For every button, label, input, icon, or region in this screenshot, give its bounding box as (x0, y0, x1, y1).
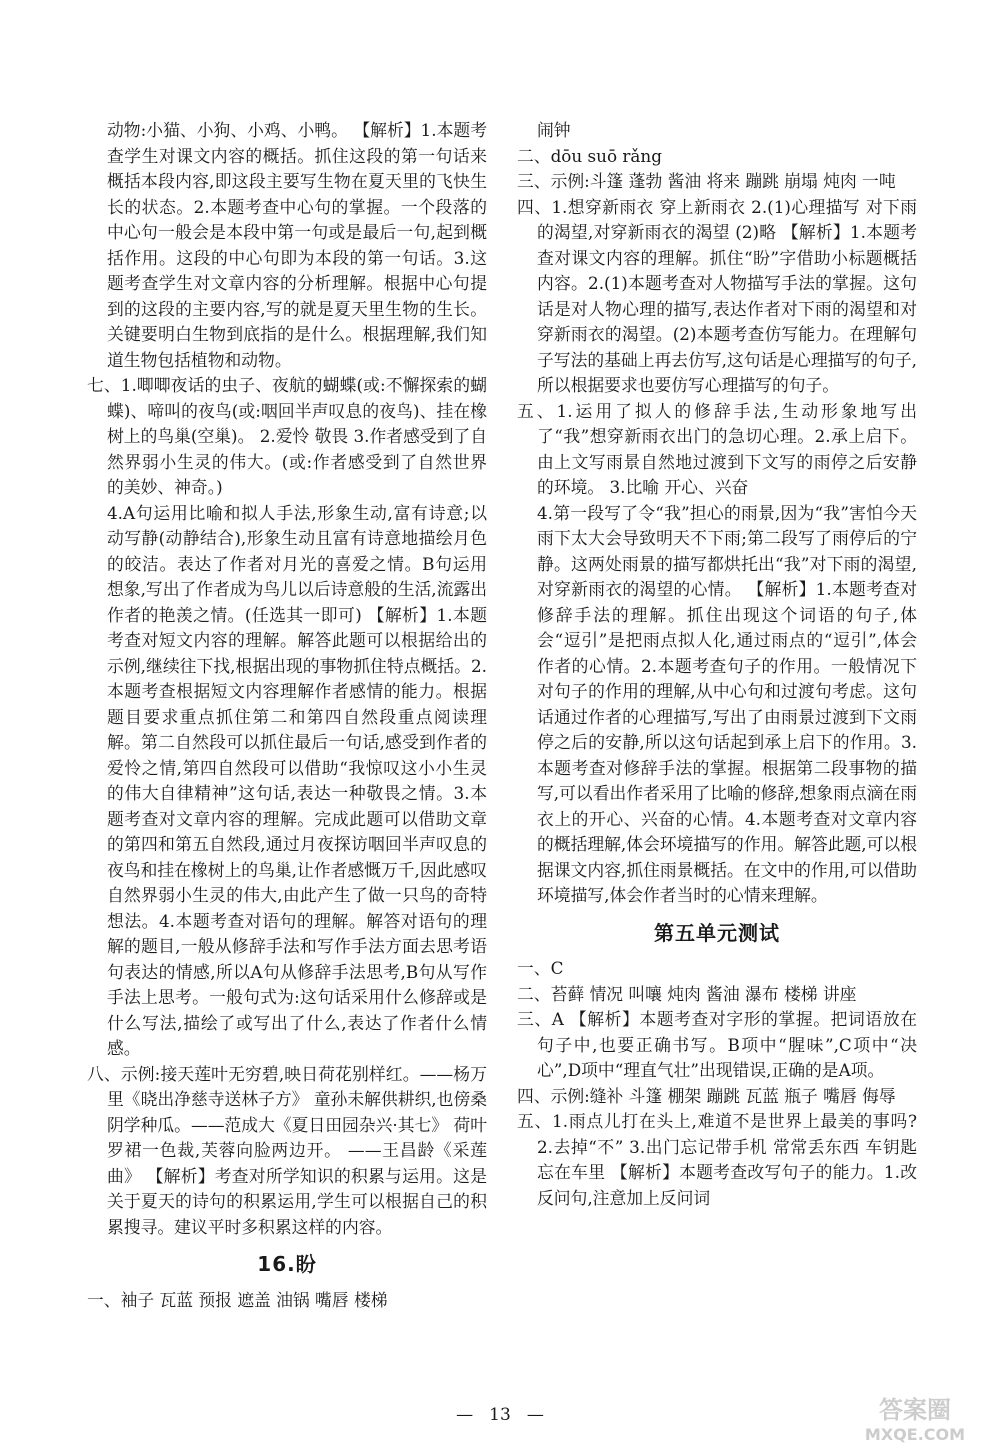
answer-paragraph: 三、A 【解析】本题考查对字形的掌握。把词语放在句子中,也要正确书写。B项中“腥味”,C项中“决心”,D项中“理直气壮”出现错误,正确的是A项。 (517, 1009, 917, 1080)
left-column (87, 118, 487, 1313)
answer-paragraph: 五、1.雨点儿打在头上,难道不是世界上最美的事吗? 2.去掉“不” 3.出门忘记带手机 常常丢东西 车钥匙忘在车里 【解析】本题考查改写句子的能力。1.改反问句,注意加上反问词 (517, 1111, 917, 1208)
answer-paragraph: 三、示例:斗篷 蓬勃 酱油 将来 蹦跳 崩塌 炖肉 一吨 (517, 171, 896, 191)
answer-paragraph: 4.A句运用比喻和拟人手法,形象生动,富有诗意;以动写静(动静结合),形象生动且富有诗意地描绘月色的皎洁。表达了作者对月光的喜爱之情。B句运用想象,写出了作者成为鸟儿以后诗意般的生活,流露出作者的艳羡之情。(任选其一即可) 【解析】1.本题考查对短文内容的理解。解答此题可以根据给出的示例,继续往下找,根据出现的事物抓住特点概括。2.本题考查根据短文内容理解作者感情的能力。根据题目要求重点抓住第二和第四自然段重点阅读理解。第二自然段可以抓住最后一句话,感受到作者的爱怜之情,第四自然段可以借助“我惊叹这小小生灵的伟大自律精神”这句话,表达一种敬畏之情。3.本题考查对文章内容的理解。完成此题可以借助文章的第四和第五自然段,通过月夜探访咽回半声叹息的夜鸟和挂在橡树上的鸟巢,让作者感慨万千,因此感叹自然界弱小生灵的伟大,由此产生了做一只鸟的奇特想法。4.本题考查对语句的理解。解答对语句的理解的题目,一般从修辞手法和写作手法方面去思考语句表达的情感,所以A句从修辞手法思考,B句从写作手法上思考。一般句式为:这句话采用什么修辞或是什么写法,描绘了或写出了什么,表达了作者什么情感。 (107, 502, 487, 1058)
right-column (517, 118, 917, 1211)
section-title: 16.盼 (257, 1252, 317, 1276)
page-number: — 13 — (456, 1405, 544, 1425)
watermark-logo (840, 1388, 990, 1446)
answer-paragraph: 二、苔藓 情况 叫嚷 炖肉 酱油 瀑布 楼梯 讲座 (517, 983, 857, 1004)
section-title: 第五单元测试 (654, 920, 780, 945)
watermark-sub: MXQE.COM (864, 1425, 966, 1444)
watermark-text: 答案圈 (879, 1396, 951, 1424)
page-number-value: 13 (489, 1405, 511, 1425)
answer-paragraph: 四、示例:缝补 斗篷 棚架 蹦跳 瓦蓝 瓶子 嘴唇 侮辱 (517, 1085, 896, 1106)
answer-paragraph: 4.第一段写了令“我”担心的雨景,因为“我”害怕今天雨下太大会导致明天不下雨;第二段写了雨停后的宁静。这两处雨景的描写都烘托出“我”对下雨的渴望,对穿新雨衣的渴望的心情。 【解析】1.本题考查对修辞手法的理解。抓住出现这个词语的句子,体会“逗引”是把雨点拟人化,通过雨点的“逗引”,体会作者的心情。2.本题考查句子的作用。一般情况下对句子的作用的理解,从中心句和过渡句考虑。这句话通过作者的心理描写,写出了由雨景过渡到下文雨停之后的安静,所以这句话起到承上启下的作用。3.本题考查对修辞手法的掌握。根据第二段事物的描写,可以看出作者采用了比喻的修辞,想象雨点滴在雨衣上的开心、兴奋的心情。4.本题考查对文章内容的概括理解,体会环境描写的作用。解答此题,可以根据课文内容,抓住雨景概括。在文中的作用,可以借助环境描写,体会作者当时的心情来理解。 (537, 502, 917, 905)
answer-paragraph: 一、C (517, 958, 564, 978)
answer-paragraph: 四、1.想穿新雨衣 穿上新雨衣 2.(1)心理描写 对下雨的渴望,对穿新雨衣的渴望 (2)略 【解析】1.本题考查对课文内容的理解。抓住“盼”字借助小标题概括内容。2.(1)本题考查对人物描写手法的掌握。这句话是对人物心理的描写,表达作者对下雨的渴望和对穿新雨衣的渴望。(2)本题考查仿写能力。在理解句子写法的基础上再去仿写,这句话是心理描写的句子,所以根据要求也要仿写心理描写的句子。 (517, 196, 917, 395)
answer-paragraph: 二、dōu suō rǎng (517, 145, 662, 166)
answer-paragraph: 八、示例:接天莲叶无穷碧,映日荷花别样红。——杨万里《晓出净慈寺送林子方》 童孙未解供耕织,也傍桑阴学种瓜。——范成大《夏日田园杂兴·其七》 荷叶罗裙一色裁,芙蓉向脸两边开。 ——王昌龄《采莲曲》 【解析】考查对所学知识的积累与运用。这是关于夏天的诗句的积累运用,学生可以根据自己的积累搜寻。建议平时多积累这样的内容。 (87, 1063, 487, 1237)
answer-paragraph: 动物:小猫、小狗、小鸡、小鸭。 【解析】1.本题考查学生对课文内容的概括。抓住这段的第一句话来概括本段内容,即这段主要写生物在夏天里的飞快生长的状态。2.本题考查中心句的掌握。一个段落的中心句一般会是本段中第一句或是最后一句,起到概括作用。这段的中心句即为本段的第一句话。3.这题考查学生对文章内容的分析理解。根据中心句提到的这段的主要内容,写的就是夏天里生物的生长。关键要明白生物到底指的是什么。根据理解,我们知道生物包括植物和动物。 (107, 120, 487, 370)
answer-paragraph: 五、1.运用了拟人的修辞手法,生动形象地写出了“我”想穿新雨衣出门的急切心理。2.承上启下。由上文写雨景自然地过渡到下文写的雨停之后安静的环境。 3.比喻 开心、兴奋 (517, 400, 917, 497)
answer-paragraph: 一、袖子 瓦蓝 预报 遮盖 油锅 嘴唇 楼梯 (87, 1289, 388, 1310)
answer-paragraph: 闹钟 (537, 120, 571, 140)
answer-paragraph: 七、1.唧唧夜话的虫子、夜航的蝴蝶(或:不懈探索的蝴蝶)、啼叫的夜鸟(或:咽回半声叹息的夜鸟)、挂在橡树上的鸟巢(空巢)。 2.爱怜 敬畏 3.作者感受到了自然界弱小生灵的伟大。(或:作者感受到了自然世界的美妙、神奇。) (87, 375, 487, 497)
